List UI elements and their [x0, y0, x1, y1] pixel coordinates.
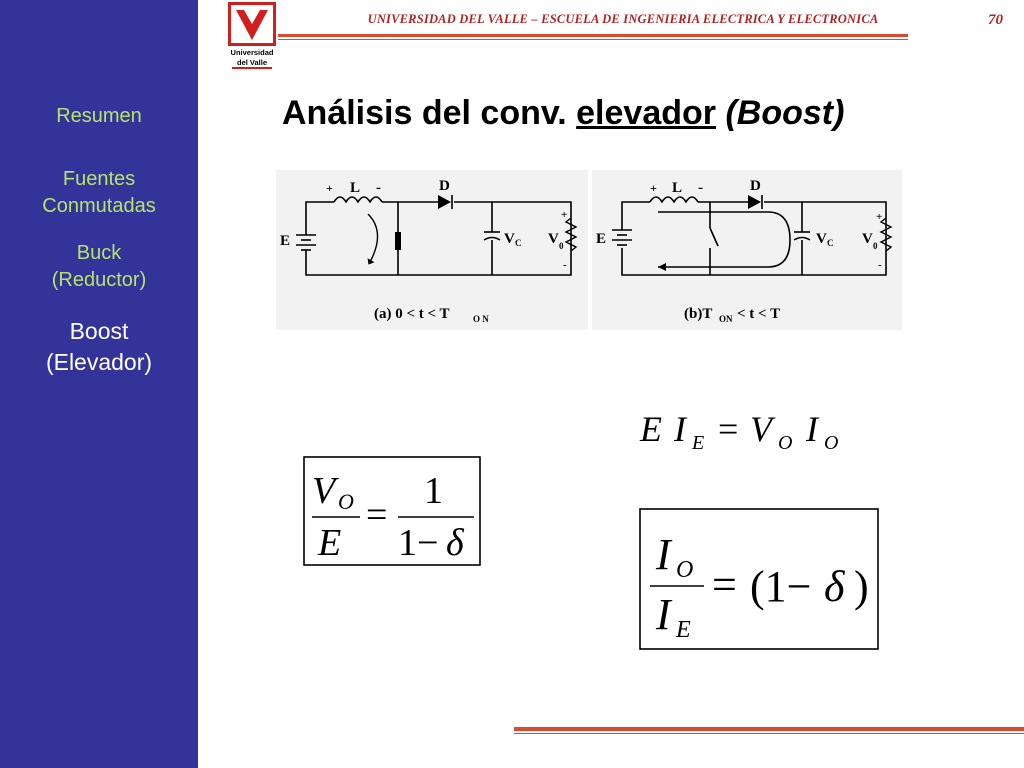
- terminal-minus: -: [878, 259, 882, 271]
- equation-symbol: E: [318, 522, 342, 564]
- terminal-minus: -: [376, 180, 381, 196]
- nav-item-buck[interactable]: [0, 240, 198, 294]
- diode-label: D: [439, 178, 450, 194]
- nav-item-fuentes-conmutadas[interactable]: [0, 166, 198, 220]
- equation-symbol: E: [640, 409, 662, 449]
- source-label: E: [596, 231, 607, 247]
- equation-subscript: E: [676, 617, 691, 643]
- nav-item-label: Buck: [76, 242, 122, 264]
- page-number: 70: [988, 12, 1003, 28]
- slide-title-part: Análisis del conv.: [282, 94, 577, 132]
- equation-subscript: O: [778, 432, 793, 454]
- terminal-plus: +: [326, 181, 333, 195]
- equation-symbol: V: [750, 409, 772, 449]
- slide-title-part: (Boost): [716, 94, 845, 132]
- nav-item-label: Fuentes: [62, 168, 136, 190]
- terminal-plus: +: [650, 181, 657, 195]
- current-ratio-equation: [638, 507, 882, 653]
- university-logo: [228, 2, 276, 70]
- output-voltage-sub: 0: [559, 241, 564, 251]
- nav-item-label: Conmutadas: [42, 195, 156, 217]
- equation-symbol: (1−: [750, 562, 812, 611]
- output-voltage-sub: 0: [873, 241, 878, 251]
- equation-operator: =: [712, 560, 737, 609]
- equation-operator: =: [366, 494, 388, 536]
- circuit-caption: < t < T: [737, 306, 781, 322]
- circuit-diagram-off: [592, 170, 902, 330]
- equation-subscript: O: [824, 432, 839, 454]
- slide-title-part: elevador: [576, 94, 716, 132]
- nav-item-label: Boost: [69, 318, 129, 344]
- equation-symbol: I: [656, 590, 671, 639]
- inductor-label: L: [672, 180, 683, 196]
- capacitor-label: V: [504, 231, 515, 247]
- diode-label: D: [750, 178, 761, 194]
- nav-item-resumen[interactable]: [0, 103, 198, 130]
- source-label: E: [280, 233, 291, 249]
- slide-title: [282, 94, 1002, 133]
- equation-symbol: δ: [446, 522, 464, 564]
- capacitor-label-sub: C: [827, 238, 834, 248]
- equation-symbol: δ: [824, 562, 845, 611]
- terminal-minus: -: [563, 259, 567, 271]
- footer-divider: [514, 733, 1024, 734]
- terminal-minus: -: [698, 180, 703, 196]
- capacitor-label-sub: C: [515, 238, 522, 248]
- equation-symbol: ): [854, 562, 869, 611]
- header-title: UNIVERSIDAD DEL VALLE – ESCUELA DE INGENIERIA ELECTRICA Y ELECTRONICA: [367, 12, 879, 26]
- terminal-plus: +: [876, 211, 883, 223]
- equation-symbol: 1−: [398, 522, 439, 564]
- circuit-caption-sub: ON: [719, 314, 733, 324]
- capacitor-label: V: [816, 231, 827, 247]
- circuit-diagram-on: [276, 170, 588, 330]
- nav-item-label: (Elevador): [45, 349, 153, 375]
- equation-symbol: V: [312, 470, 336, 512]
- nav-item-label: Resumen: [56, 105, 142, 127]
- output-voltage-label: V: [862, 231, 873, 247]
- circuit-caption: (b)T: [684, 306, 713, 322]
- voltage-ratio-equation: [302, 455, 482, 569]
- equation-symbol: I: [674, 409, 686, 449]
- header-divider: [278, 39, 908, 40]
- sidebar: [0, 0, 198, 768]
- logo-text: Universidad: [230, 48, 274, 57]
- equation-subscript: O: [338, 489, 354, 514]
- output-voltage-label: V: [548, 231, 559, 247]
- nav-item-boost[interactable]: [0, 316, 198, 378]
- terminal-plus: +: [561, 209, 568, 221]
- equation-operator: =: [718, 409, 739, 449]
- circuit-caption-sub: O N: [473, 314, 489, 324]
- power-balance-equation: [636, 405, 856, 455]
- footer-divider: [514, 727, 1024, 731]
- equation-subscript: O: [676, 557, 694, 583]
- equation-subscript: E: [692, 432, 705, 454]
- circuit-caption: (a) 0 < t < T: [374, 306, 450, 322]
- logo-text: del Valle: [236, 58, 268, 67]
- inductor-label: L: [350, 180, 361, 196]
- equation-symbol: 1: [424, 470, 443, 512]
- equation-symbol: I: [806, 409, 818, 449]
- header-divider: [278, 34, 908, 37]
- equation-symbol: I: [656, 530, 671, 579]
- nav-item-label: (Reductor): [51, 269, 147, 291]
